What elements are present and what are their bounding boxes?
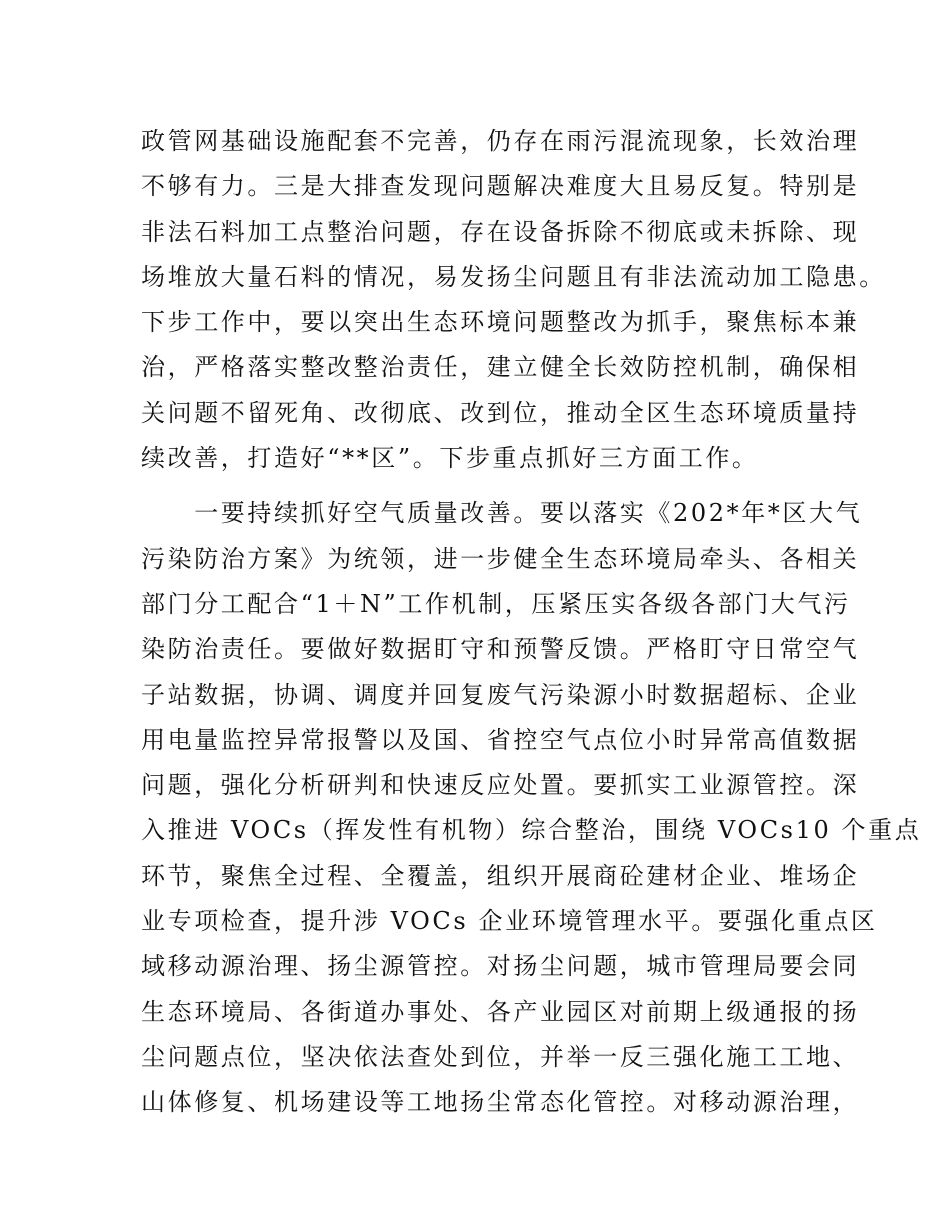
text-line: 不够有力。三是大排查发现问题解决难度大且易反复。特别是 — [141, 172, 860, 201]
paragraph-spacer — [141, 481, 821, 491]
text-line: 生态环境局、各街道办事处、各产业园区对前期上级通报的扬 — [141, 997, 860, 1026]
paragraph-1 — [141, 119, 886, 481]
text-line: 子站数据，协调、调度并回复废气污染源小时数据超标、企业 — [141, 680, 860, 709]
text-line: 治，严格落实整改整治责任，建立健全长效防控机制，确保相 — [141, 353, 860, 382]
text-line: 下步工作中，要以突出生态环境问题整改为抓手，聚焦标本兼 — [141, 308, 860, 337]
text-line: 用电量监控异常报警以及国、省控空气点位小时异常高值数据 — [141, 725, 860, 754]
text-line: 尘问题点位，坚决依法查处到位，并举一反三强化施工工地、 — [141, 1042, 860, 1071]
paragraph-2 — [141, 491, 922, 1125]
text-line: 续改善，打造好“**区”。下步重点抓好三方面工作。 — [141, 444, 759, 473]
text-line: 环节，聚焦全过程、全覆盖，组织开展商砼建材企业、堆场企 — [141, 861, 860, 890]
body-text — [141, 119, 922, 1126]
text-line: 一要持续抓好空气质量改善。要以落实《202*年*区大气 — [141, 499, 863, 528]
text-line: 部门分工配合“1＋N”工作机制，压紧压实各级各部门大气污 — [141, 589, 851, 618]
text-line: 非法石料加工点整治问题，存在设备拆除不彻底或未拆除、现 — [141, 217, 860, 246]
text-line: 业专项检查，提升涉 VOCs 企业环境管理水平。要强化重点区 — [141, 907, 878, 936]
text-line: 染防治责任。要做好数据盯守和预警反馈。严格盯守日常空气 — [141, 635, 860, 664]
text-line: 问题，强化分析研判和快速反应处置。要抓实工业源管控。深 — [141, 771, 860, 800]
text-line: 入推进 VOCs（挥发性有机物）综合整治，围绕 VOCs10 个重点 — [141, 816, 922, 845]
text-line: 域移动源治理、扬尘源管控。对扬尘问题，城市管理局要会同 — [141, 952, 860, 981]
text-line: 政管网基础设施配套不完善，仍存在雨污混流现象，长效治理 — [141, 127, 860, 155]
text-line: 关问题不留死角、改彻底、改到位，推动全区生态环境质量持 — [141, 398, 860, 427]
text-line: 污染防治方案》为统领，进一步健全生态环境局牵头、各相关 — [141, 544, 860, 573]
text-line: 场堆放大量石料的情况，易发扬尘问题且有非法流动加工隐患。 — [141, 262, 886, 291]
text-line: 山体修复、机场建设等工地扬尘常态化管控。对移动源治理， — [141, 1088, 860, 1117]
